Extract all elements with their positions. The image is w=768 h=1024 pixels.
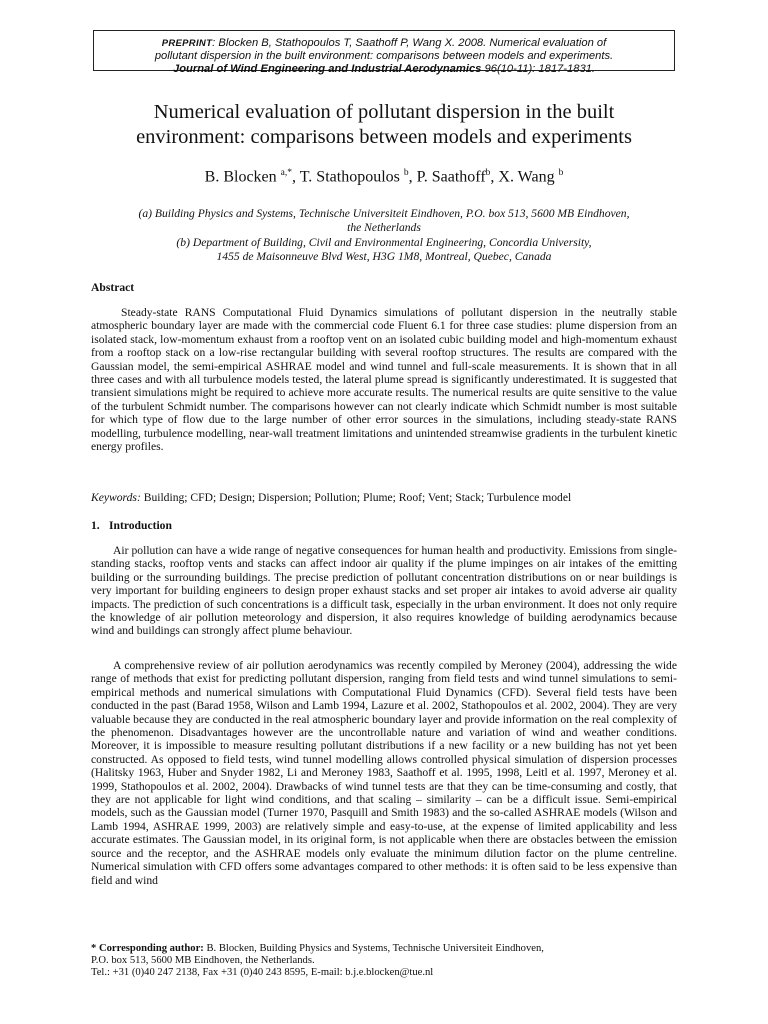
affiliations: [60, 207, 708, 265]
affiliation-line: 1455 de Maisonneuve Blvd West, H3G 1M8, Montreal, Quebec, Canada: [216, 250, 552, 264]
author-2: , T. Stathopoulos: [292, 168, 404, 186]
journal-volume: 96(10-11): 1817-1831.: [481, 63, 596, 76]
title-line-2: environment: comparisons between models and experiments: [136, 126, 632, 148]
footnote-line-2: P.O. box 513, 5600 MB Eindhoven, the Netherlands.: [91, 955, 315, 967]
keywords: [91, 491, 677, 504]
preprint-citation-box: [93, 30, 675, 76]
abstract-heading: Abstract: [91, 281, 135, 294]
citation-authors: : Blocken B, Stathopoulos T, Saathoff P, Wang X. 2008. Numerical evaluation of: [212, 37, 607, 49]
intro-paragraph-2: A comprehensive review of air pollution aerodynamics was recently compiled by Meroney (2004), addressing the wide range of methods that exist for predicting pollutant dispersion, ranging from field tests and wind tunnel simulations to semi-empirical methods and numerical simulations with Computational Fluid Dynamics (CFD). Several field tests have been conducted in the past (Barad 1958, Wilson and Lamb 1994, Lazure et al. 2002, Stathopoulos et al. 2002, 2004). They are very valuable because they are conducted in the real atmospheric boundary layer and provide information on the real complexity of the phenomenon. Disadvantages however are the uncontrollable nature and variation of wind and weather conditions. Moreover, it is impossible to measure resulting pollutant distributions if a new facility or a new building has not yet been constructed. As opposed to field tests, wind tunnel modelling allows controlled physical simulation of dispersion processes (Halitsky 1963, Huber and Snyder 1982, Li and Meroney 1983, Saathoff et al. 1995, 1998, Leitl et al. 1997, Meroney et al. 1999, Stathopoulos et al. 2002, 2004). Drawbacks of wind tunnel tests are that they can be time-consuming and costly, that they are not applicable for light wind conditions, and that scaling – similarity – can be a difficult issue. Semi-empirical models, such as the Gaussian model (Turner 1970, Pasquill and Smith 1983) and the so-called ASHRAE models (Wilson and Lamb 1994, ASHRAE 1999, 2003) are relatively simple and easy-to-use, at the expense of limited applicability and less accurate estimates. The Gaussian model, in its original form, is not applicable when there are obstacles between the emission source and the receptor, and the ASHRAE models only evaluate the minimum dilution factor on the plume centreline. Numerical simulation with CFD offers some advantages compared to other methods: it is often said to be less expensive than field and wind: [91, 659, 677, 887]
keywords-list: Building; CFD; Design; Dispersion; Pollution; Plume; Roof; Vent; Stack; Turbulence model: [140, 491, 572, 504]
preprint-line-1: [94, 37, 674, 50]
keywords-label: Keywords:: [91, 491, 141, 504]
author-list: [60, 168, 708, 186]
affiliation-line: (b) Department of Building, Civil and Environmental Engineering, Concordia University,: [176, 235, 592, 249]
affiliation-line: (a) Building Physics and Systems, Technische Universiteit Eindhoven, P.O. box 513, 5600 MB Eindhoven,: [138, 207, 630, 220]
section-heading-introduction: [91, 519, 172, 532]
footnote-line-3: Tel.: +31 (0)40 247 2138, Fax +31 (0)40 243 8595, E-mail: b.j.e.blocken@tue.nl: [91, 967, 434, 979]
author-1-affil: a,*: [280, 168, 292, 178]
paper-title: [60, 100, 708, 150]
preprint-line-2: pollutant dispersion in the built environment: comparisons between models and experiments.: [154, 50, 614, 63]
section-number: 1.: [91, 519, 100, 532]
footnote-label: * Corresponding author:: [91, 943, 204, 954]
author-3: , P. Saathoff: [408, 168, 486, 186]
author-4: , X. Wang: [490, 168, 559, 186]
footnote-line-1: [91, 943, 677, 955]
author-4-affil: b: [558, 168, 564, 178]
abstract-text: Steady-state RANS Computational Fluid Dynamics simulations of pollutant dispersion in the neutrally stable atmospheric boundary layer are made with the commercial code Fluent 6.1 for three case studies: plume dispersion from an isolated stack, low-momentum exhaust from a rooftop vent on an isolated cubic building model and high-momentum exhaust from a rooftop stack on a low-rise rectangular building with several rooftop structures. The results are compared with the Gaussian model, the semi-empirical ASHRAE model and wind tunnel and full-scale measurements. It is shown that in all three cases and with all turbulence models tested, the lateral plume spread is significantly underestimated. It is suggested that transient simulations might be required to achieve more accurate results. The numerical results are quite sensitive to the value of the turbulent Schmidt number. The comparisons however can not clearly indicate which Schmidt number is most suitable for which type of flow due to the large number of other error sources in the simulations, including steady-state RANS modelling, turbulence modelling, near-wall treatment limitations and unintended streamwise gradients in the turbulent kinetic energy profiles.: [91, 306, 677, 454]
affiliation-line: the Netherlands: [347, 221, 421, 235]
author-3-affil: b: [485, 168, 491, 178]
preprint-line-3: [94, 63, 674, 76]
preprint-label: PREPRINT: [161, 38, 213, 49]
footnote-text: B. Blocken, Building Physics and Systems, Technische Universiteit Eindhoven,: [203, 943, 544, 954]
section-title: Introduction: [109, 519, 172, 532]
journal-name: Journal of Wind Engineering and Industrial Aerodynamics: [172, 63, 482, 76]
intro-paragraph-1: Air pollution can have a wide range of negative consequences for human health and productivity. Emissions from single-standing stacks, rooftop vents and stacks can affect indoor air quality if the plume impinges on air intakes of the emitting building or the surrounding buildings. The precise prediction of pollutant concentration distributions on or near buildings is very important for building engineers to design proper exhaust stacks and set proper air intakes to avoid adverse air quality impacts. The prediction of such concentrations is a difficult task, especially in the urban environment. It does not only require the knowledge of air pollution meteorology and dispersion, it also requires knowledge of building aerodynamics because wind and buildings can strongly affect plume behaviour.: [91, 544, 677, 638]
author-2-affil: b: [403, 168, 409, 178]
author-1: B. Blocken: [204, 168, 281, 186]
corresponding-author-footnote: [91, 943, 677, 980]
title-line-1: Numerical evaluation of pollutant dispersion in the built: [153, 101, 615, 123]
